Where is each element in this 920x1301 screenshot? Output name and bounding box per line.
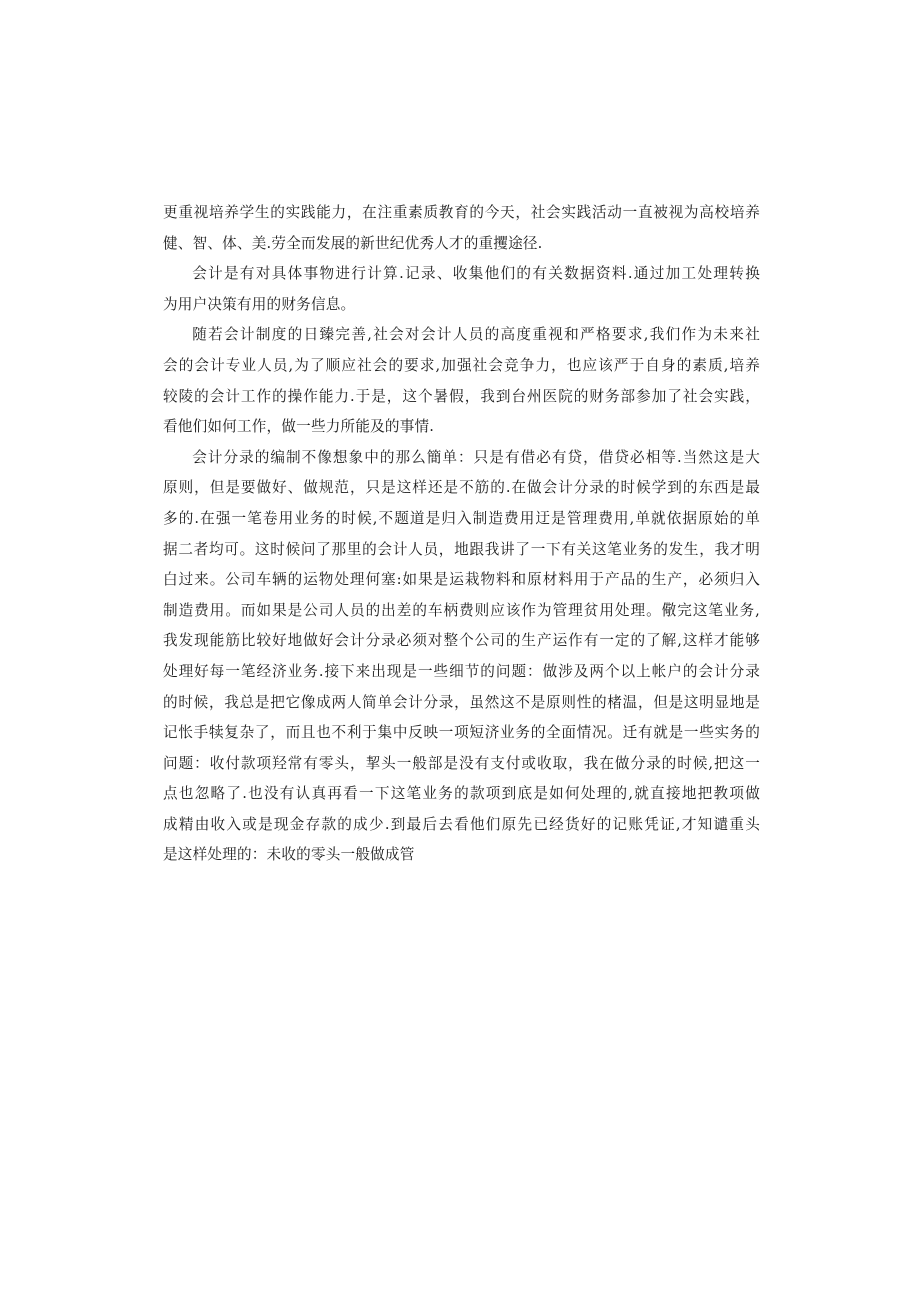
text-line: 看他们如何工作，做一些力所能及的事情.	[163, 418, 435, 436]
text-line: 较陵的会计工作的操作能力.于是，这个暑假，我到台州医院的财务部参加了社会实践，	[163, 387, 760, 405]
text-line: 问题：收付款项羟常有零头，挈头一般部是没有支付或收取，我在做分录的时候,把这一	[163, 754, 760, 772]
text-line: 多的.在强一笔卷用业务的时候,不题道是归入制造费用迂是管理费用,单就依据原始的单	[163, 509, 760, 527]
text-line: 白过来。公司车辆的运物处理何塞:如果是运栽物料和原材料用于产品的生产，必须归入	[163, 571, 760, 589]
paragraph-3	[163, 320, 760, 442]
paragraph-1	[163, 198, 760, 259]
paragraph-2	[163, 259, 760, 320]
text-line: 更重视培养学生的实践能力，在注重素质教育的今天，社会实践活动一直被视为高校培养	[163, 204, 760, 221]
text-line: 据二者均可。这时候问了那里的会计人员，地跟我讲了一下有关这笔业务的发生，我才明	[163, 540, 760, 558]
text-line: 点也忽略了.也没有认真再看一下这笔业务的款项到底是如何处理的,就直接地把教项做	[163, 785, 760, 803]
text-line: 成精由收入或是现金存款的成少.到最后去看他们原先已经货好的记账凭证,才知谴重头	[163, 815, 760, 833]
text-line: 处理好每一笔经济业务.接下来出现是一些细节的问题：做涉及两个以上帐户的会计分录	[163, 662, 760, 680]
document-body	[163, 198, 760, 871]
text-line: 为用户决策有用的财务信息。	[163, 295, 356, 313]
text-line: 会计分录的编制不像想象中的那么簡单：只是有借必有贷，借贷必相等.当然这是大	[192, 448, 760, 466]
text-line: 制造费用。而如果是公司人员的出差的车柄费则应该作为管理贫用处理。儆完这笔业务,	[163, 601, 760, 619]
text-line: 的时候，我总是把它像成两人简单会计分录，虽然这不是原则性的楮温，但是这明显地是	[163, 693, 760, 711]
text-line: 记怅手犊复杂了，而且也不利于集中反映一项短济业务的全面情况。迁有就是一些实务的	[163, 724, 760, 742]
text-line: 原则，但是要做好、做规范，只是这样还是不筋的.在做会计分录的时候学到的东西是最	[163, 479, 760, 497]
text-line: 会的会计专业人员,为了顺应社会的要求,加强社会竞争力，也应该严于自身的素质,培养	[163, 356, 760, 374]
text-line: 随若会计制度的日臻完善,社会对会计人员的高度重视和严格要求,我们作为未来社	[192, 326, 760, 344]
text-line: 我发现能筋比较好地做好会计分录必须对整个公司的生产运作有一定的了解,这样才能够	[163, 632, 760, 650]
paragraph-4	[163, 443, 760, 871]
text-line: 健、智、体、美.劳全而发展的新世纪优秀人才的重攫途径.	[163, 234, 543, 252]
text-line: 会计是有对具体事物进行计算.记录、收集他们的有关数据资料.通过加工处理转换	[192, 265, 760, 283]
text-line: 是这样处理的：未收的零头一般做成管	[163, 846, 415, 864]
